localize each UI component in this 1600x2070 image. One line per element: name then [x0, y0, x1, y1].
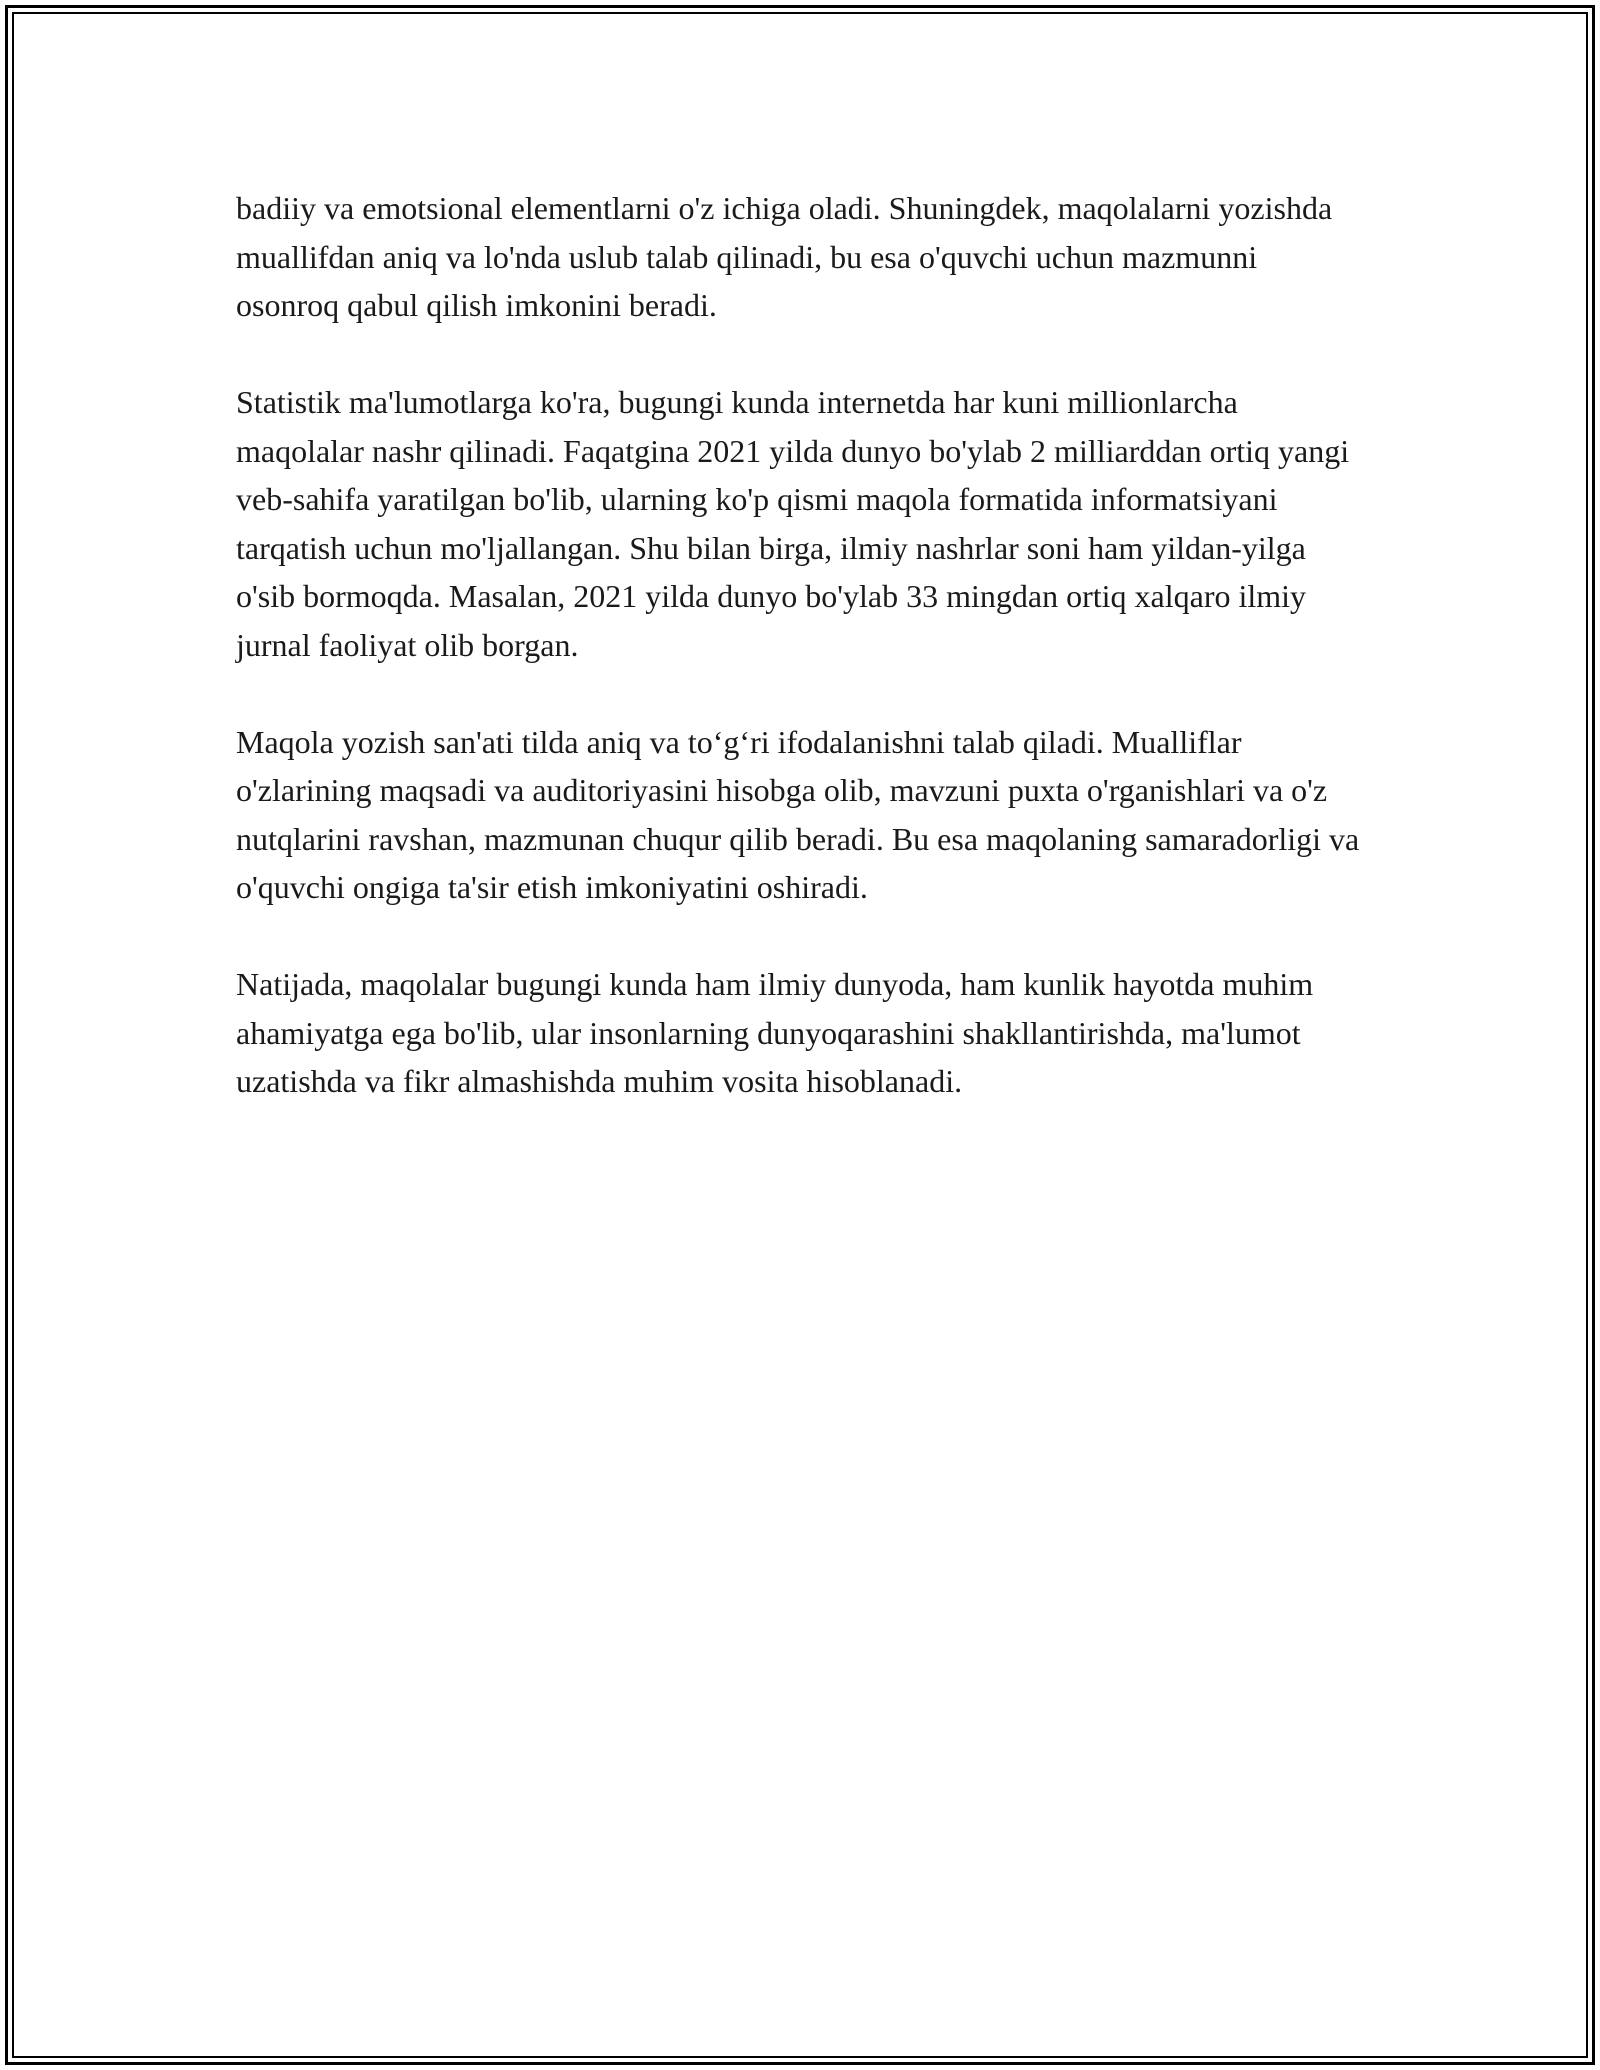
paragraph-3: Maqola yozish san'ati tilda aniq va to‘g‘ri ifodalanishni talab qiladi. Mualliflar o'zlarining maqsadi va auditoriyasini hisobga olib, mavzuni puxta o'rganishlari va o'z nutqlarini ravshan, mazmunan chuqur qilib beradi. Bu esa maqolaning samaradorligi va o'quvchi ongiga ta'sir etish imkoniyatini oshiradi. — [236, 723, 1360, 905]
document-body — [236, 184, 1366, 1154]
paragraph-2: Statistik ma'lumotlarga ko'ra, bugungi kunda internetda har kuni millionlarcha maqolalar nashr qilinadi. Faqatgina 2021 yilda dunyo bo'ylab 2 milliarddan ortiq yangi veb-sahifa yaratilgan bo'lib, ularning ko'p qismi maqola formatida informatsiyani tarqatish uchun mo'ljallangan. Shu bilan birga, ilmiy nashrlar soni ham yildan-yilga o'sib bormoqda. Masalan, 2021 yilda dunyo bo'ylab 33 mingdan ortiq xalqaro ilmiy jurnal faoliyat olib borgan. — [236, 384, 1350, 663]
paragraph-4: Natijada, maqolalar bugungi kunda ham ilmiy dunyoda, ham kunlik hayotda muhim ahamiyatga ega bo'lib, ular insonlarning dunyoqarashini shakllantirishda, ma'lumot uzatishda va fikr almashishda muhim vosita hisoblanadi. — [236, 966, 1314, 1099]
paragraph-1: badiiy va emotsional elementlarni o'z ichiga oladi. Shuningdek, maqolalarni yozishda muallifdan aniq va lo'nda uslub talab qilinadi, bu esa o'quvchi uchun mazmunni osonroq qabul qilish imkonini beradi. — [236, 190, 1333, 323]
